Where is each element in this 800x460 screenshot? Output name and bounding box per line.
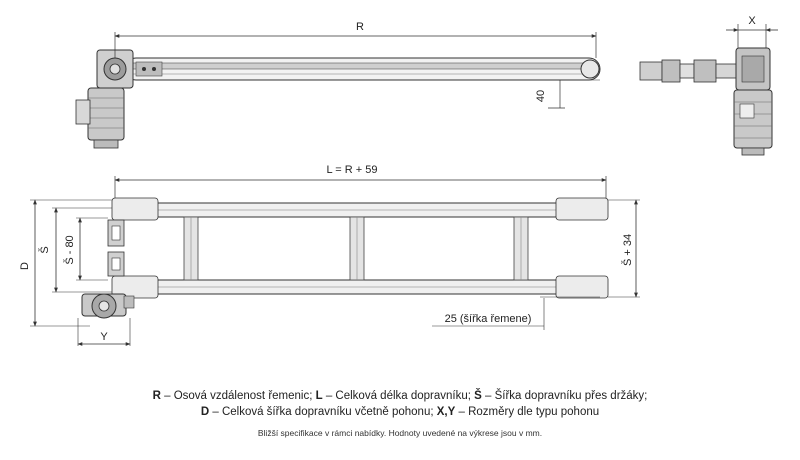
legend-desc-r: – Osová vzdálenost řemenic; bbox=[160, 390, 316, 402]
dim-label-x: X bbox=[748, 15, 756, 27]
legend-line-2 bbox=[0, 406, 800, 418]
dim-label-40: 40 bbox=[535, 89, 547, 103]
legend-key-s: Š bbox=[474, 390, 482, 402]
side-view bbox=[76, 21, 600, 148]
side-rail-groove bbox=[128, 63, 596, 69]
end-shaft-housing bbox=[640, 62, 662, 80]
legend-key-d: D bbox=[200, 406, 210, 418]
legend-key-xy: X,Y bbox=[436, 406, 456, 418]
coupling bbox=[680, 64, 694, 78]
return-pulley bbox=[581, 60, 599, 78]
bracket-left-top bbox=[112, 198, 158, 220]
legend-desc-s: – Šířka dopravníku přes držáky; bbox=[481, 390, 648, 402]
dim-label-y: Y bbox=[100, 331, 108, 343]
legend-key-r: R bbox=[152, 390, 161, 402]
dim-label-r: R bbox=[356, 21, 364, 33]
motor bbox=[88, 88, 124, 140]
legend-line-1 bbox=[0, 390, 800, 402]
legend-desc-l: – Celková délka dopravníku; bbox=[322, 390, 475, 402]
dim-label-s34: Š + 34 bbox=[622, 233, 634, 267]
legend-desc-d: – Celková šířka dopravníku včetně pohonu; bbox=[209, 406, 437, 418]
dim-label-d: D bbox=[19, 262, 31, 270]
dim-label-s80: Š - 80 bbox=[64, 235, 76, 265]
motor-terminal-box bbox=[76, 100, 90, 124]
bracket-right-top bbox=[556, 198, 608, 220]
legend-key-l: L bbox=[315, 390, 323, 402]
dim-label-l: L = R + 59 bbox=[326, 164, 378, 176]
dim-label-belt: 25 (šířka řemene) bbox=[444, 313, 532, 325]
side-bracket bbox=[136, 62, 162, 76]
plan-view bbox=[19, 164, 640, 346]
end-view bbox=[640, 15, 778, 155]
legend-desc-xy: – Rozměry dle typu pohonu bbox=[455, 406, 600, 418]
dim-label-s: Š bbox=[39, 246, 51, 254]
legend-note: Bližší specifikace v rámci nabídky. Hodnoty uvedené na výkrese jsou v mm. bbox=[257, 428, 543, 438]
end-motor bbox=[734, 90, 772, 148]
bracket-right-bottom bbox=[556, 276, 608, 298]
